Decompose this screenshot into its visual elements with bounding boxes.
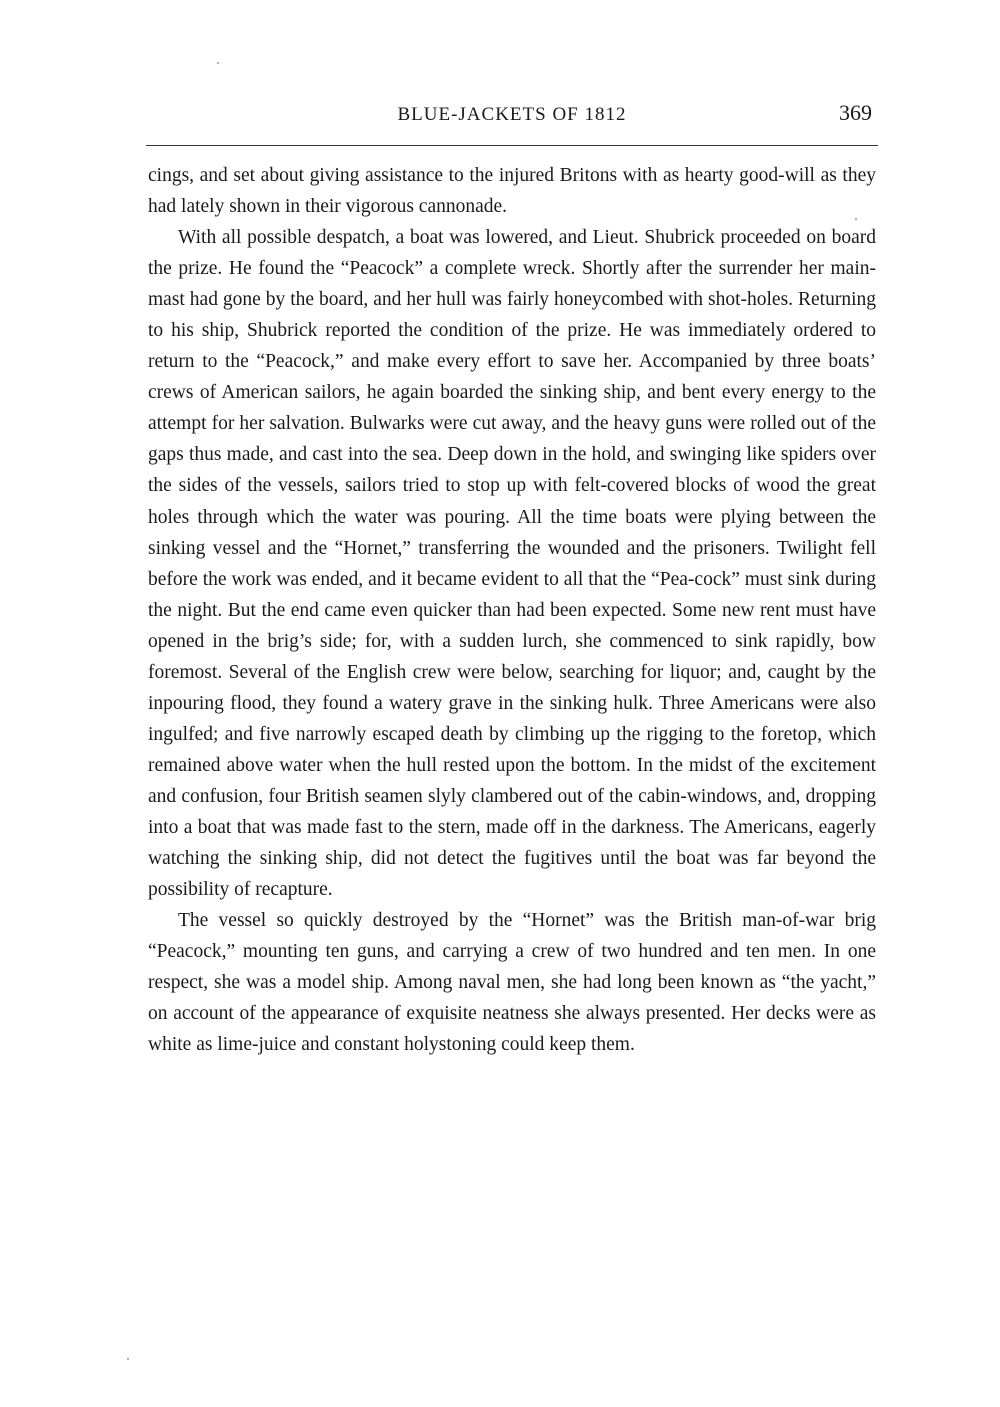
paragraph-boarding: With all possible despatch, a boat was lowered, and Lieut. Shubrick proceeded on board the prize. He found the “Peacock” a complete wreck. Shortly after the surrender her main-mast had gone by the board, and her hull was fairly honeycombed with shot-holes. Returning to his ship, Shubrick reported the condition of the prize. He was immediately ordered to return to the “Peacock,” and make every effort to save her. Accompanied by three boats’ crews of American sailors, he again boarded the sinking ship, and bent every energy to the attempt for her salvation. Bulwarks were cut away, and the heavy guns were rolled out of the gaps thus made, and cast into the sea. Deep down in the hold, and swinging like spiders over the sides of the vessels, sailors tried to stop up with felt-covered blocks of wood the great holes through which the water was pouring. All the time boats were plying between the sinking vessel and the “Hornet,” transferring the wounded and the prisoners. Twilight fell before the work was ended, and it became evident to all that the “Pea-cock” must sink during the night. But the end came even quicker than had been expected. Some new rent must have opened in the brig’s side; for, with a sudden lurch, she commenced to sink rapidly, bow foremost. Several of the English crew were below, searching for liquor; and, caught by the inpouring flood, they found a watery grave in the sinking hulk. Three Americans were also ingulfed; and five narrowly escaped death by climbing up the rigging to the foretop, which remained above water when the hull rested upon the bottom. In the midst of the excitement and confusion, four British seamen slyly clambered out of the cabin-windows, and, dropping into a boat that was made fast to the stern, made off in the darkness. The Americans, eagerly watching the sinking ship, did not detect the fugitives until the boat was far beyond the possibility of recapture.	[148, 227, 876, 901]
body-text	[148, 160, 876, 1060]
header-rule	[146, 145, 878, 146]
paragraph-continued: cings, and set about giving assistance to the injured Britons with as hearty good-will as they had lately shown in their vigorous cannonade.	[148, 165, 876, 218]
running-head	[148, 100, 876, 134]
paper-speck	[127, 1358, 129, 1360]
paragraph-peacock-description: The vessel so quickly destroyed by the “Hornet” was the British man-of-war brig “Peacock,” mounting ten guns, and carrying a crew of two hundred and ten men. In one respect, she was a model ship. Among naval men, she had long been known as “the yacht,” on account of the appearance of exquisite neatness she always presented. Her decks were as white as lime-juice and constant holystoning could keep them.	[148, 910, 876, 1056]
running-title: BLUE-JACKETS OF 1812	[397, 104, 627, 125]
paper-speck	[855, 218, 857, 220]
page-number: 369	[839, 100, 872, 125]
paper-speck	[217, 62, 219, 64]
